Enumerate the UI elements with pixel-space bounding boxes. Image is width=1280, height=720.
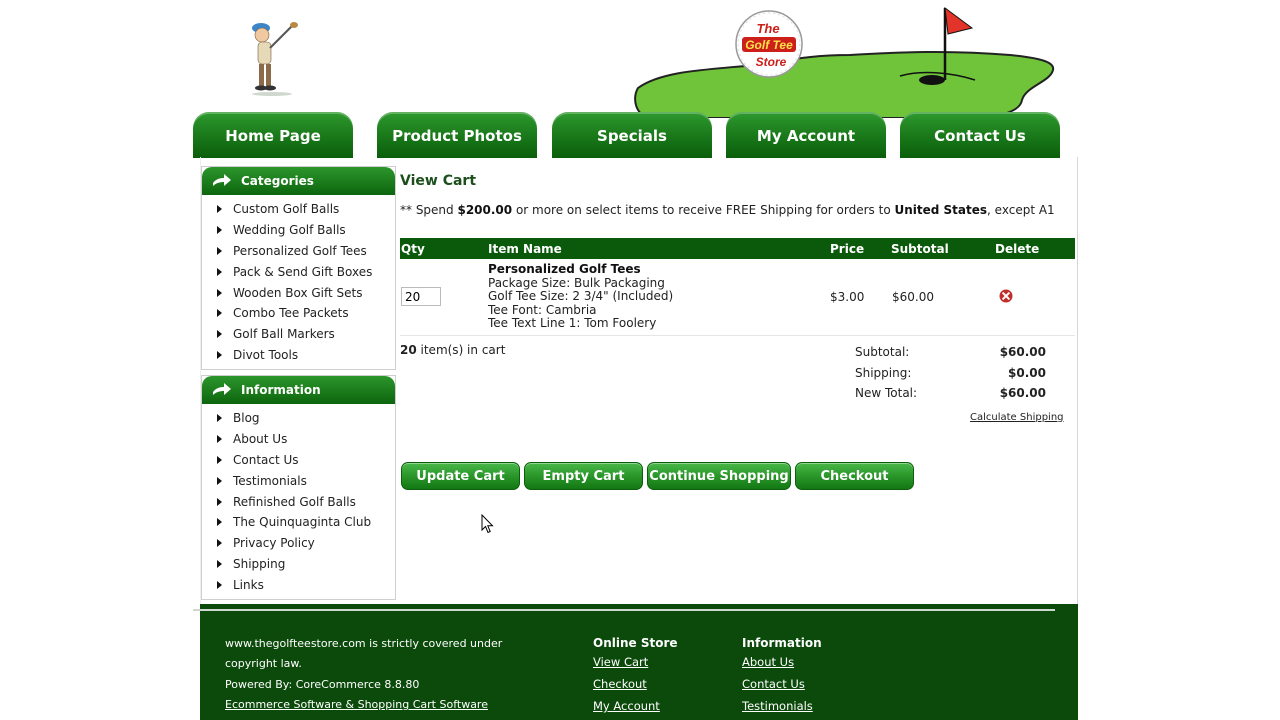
free-shipping-promo: ** Spend $200.00 or more on select items to receive FREE Shipping for orders to United States, except A1 xyxy=(400,203,1055,217)
sidebar-item-category-0[interactable] xyxy=(202,199,395,220)
shipping-label: Shipping: xyxy=(855,366,912,380)
triangle-bullet-icon xyxy=(217,205,222,213)
logo-text-the: The xyxy=(756,21,780,36)
delete-icon[interactable] xyxy=(999,289,1013,303)
ecommerce-software-link[interactable]: Ecommerce Software & Shopping Cart Software xyxy=(225,698,488,711)
triangle-bullet-icon xyxy=(217,247,222,255)
quantity-input[interactable] xyxy=(401,287,441,306)
sidebar-item-information-6[interactable] xyxy=(202,533,395,554)
update-cart-button[interactable]: Update Cart xyxy=(401,462,520,490)
item-option-package-size: Package Size: Bulk Packaging xyxy=(488,275,665,290)
triangle-bullet-icon xyxy=(217,456,222,464)
triangle-bullet-icon xyxy=(217,289,222,297)
sidebar-item-label: Shipping xyxy=(233,556,286,571)
column-header-subtotal: Subtotal xyxy=(891,242,949,256)
triangle-bullet-icon xyxy=(217,351,222,359)
footer-link-testimonials[interactable]: Testimonials xyxy=(742,699,813,713)
triangle-bullet-icon xyxy=(217,477,222,485)
sidebar-item-label: Testimonials xyxy=(233,473,307,488)
triangle-bullet-icon xyxy=(217,268,222,276)
item-name: Personalized Golf Tees xyxy=(488,262,641,276)
nav-tab-contact-us[interactable]: Contact Us xyxy=(900,112,1060,158)
items-in-cart-count: 20 item(s) in cart xyxy=(400,343,506,357)
copyright-text-line-2: copyright law. xyxy=(225,657,302,670)
column-header-delete: Delete xyxy=(995,242,1040,256)
sidebar-item-category-4[interactable] xyxy=(202,282,395,303)
footer-online-store-heading: Online Store xyxy=(593,636,678,650)
sidebar-item-information-7[interactable] xyxy=(202,554,395,575)
sidebar-item-label: Refinished Golf Balls xyxy=(233,494,356,509)
logo-text-golf-tee: Golf Tee xyxy=(745,38,793,52)
golfer-mascot-image xyxy=(248,18,304,96)
sidebar-item-information-8[interactable] xyxy=(202,574,395,595)
triangle-bullet-icon xyxy=(217,330,222,338)
nav-tab-specials[interactable]: Specials xyxy=(552,112,712,158)
sidebar-item-label: Contact Us xyxy=(233,452,299,467)
information-list xyxy=(202,404,395,599)
triangle-bullet-icon xyxy=(217,226,222,234)
footer-information-heading: Information xyxy=(742,636,822,650)
sidebar-categories xyxy=(201,166,396,370)
powered-by-text: Powered By: CoreCommerce 8.8.80 xyxy=(225,678,420,691)
triangle-bullet-icon xyxy=(217,539,222,547)
copyright-text-line-1: www.thegolfteestore.com is strictly covered under xyxy=(225,637,503,650)
page-title: View Cart xyxy=(400,173,477,189)
table-row xyxy=(400,260,1075,336)
empty-cart-button[interactable]: Empty Cart xyxy=(524,462,643,490)
arrow-right-icon xyxy=(212,174,232,188)
logo-text-store: Store xyxy=(755,55,787,69)
sidebar-item-label: Golf Ball Markers xyxy=(233,327,335,342)
nav-tab-home-page[interactable]: Home Page xyxy=(193,112,353,158)
sidebar-information-header xyxy=(202,376,395,404)
sidebar-item-information-1[interactable] xyxy=(202,429,395,450)
sidebar-item-label: Blog xyxy=(233,411,260,426)
sidebar-item-category-7[interactable] xyxy=(202,345,395,366)
sidebar-item-label: Personalized Golf Tees xyxy=(233,243,367,258)
item-subtotal: $60.00 xyxy=(892,290,934,304)
sidebar-item-label: Divot Tools xyxy=(233,347,299,362)
item-option-tee-size: Golf Tee Size: 2 3/4" (Included) xyxy=(488,289,674,304)
triangle-bullet-icon xyxy=(217,498,222,506)
sidebar-item-label: Combo Tee Packets xyxy=(233,306,349,321)
continue-shopping-button[interactable]: Continue Shopping xyxy=(647,462,791,490)
new-total-label: New Total: xyxy=(855,386,918,400)
sidebar-item-label: Wooden Box Gift Sets xyxy=(233,285,363,300)
sidebar-information xyxy=(201,375,396,600)
checkout-button[interactable]: Checkout xyxy=(795,462,914,490)
sidebar-item-information-2[interactable] xyxy=(202,450,395,471)
column-header-price: Price xyxy=(830,242,865,256)
sidebar-item-label: Privacy Policy xyxy=(233,536,315,551)
sidebar-item-category-3[interactable] xyxy=(202,261,395,282)
triangle-bullet-icon xyxy=(217,414,222,422)
sidebar-categories-header xyxy=(202,167,395,195)
triangle-bullet-icon xyxy=(217,560,222,568)
subtotal-value: $60.00 xyxy=(999,345,1046,359)
golf-course-logo xyxy=(630,0,1060,118)
nav-tab-product-photos[interactable]: Product Photos xyxy=(377,112,537,158)
triangle-bullet-icon xyxy=(217,581,222,589)
sidebar-item-category-5[interactable] xyxy=(202,303,395,324)
sidebar-item-label: Custom Golf Balls xyxy=(233,202,340,217)
sidebar-item-information-4[interactable] xyxy=(202,491,395,512)
nav-tab-my-account[interactable]: My Account xyxy=(726,112,886,158)
item-details xyxy=(488,263,673,331)
column-header-qty: Qty xyxy=(401,242,425,256)
footer-link-about-us[interactable]: About Us xyxy=(742,655,795,669)
column-header-item-name: Item Name xyxy=(488,242,562,256)
item-option-tee-font: Tee Font: Cambria xyxy=(488,302,597,317)
triangle-bullet-icon xyxy=(217,309,222,317)
sidebar-item-label: About Us xyxy=(233,432,288,447)
sidebar-item-label: Pack & Send Gift Boxes xyxy=(233,264,373,279)
mouse-cursor-icon xyxy=(481,514,495,534)
main-navigation xyxy=(193,112,1063,158)
new-total-value: $60.00 xyxy=(999,386,1046,400)
sidebar-item-information-3[interactable] xyxy=(202,470,395,491)
triangle-bullet-icon xyxy=(217,435,222,443)
item-price: $3.00 xyxy=(830,290,865,304)
item-option-tee-text: Tee Text Line 1: Tom Foolery xyxy=(488,316,657,331)
sidebar-item-category-2[interactable] xyxy=(202,241,395,262)
sidebar-information-title: Information xyxy=(241,383,321,397)
calculate-shipping-link[interactable]: Calculate Shipping xyxy=(970,412,1064,423)
footer-link-contact-us[interactable]: Contact Us xyxy=(742,677,805,691)
footer-link-view-cart[interactable]: View Cart xyxy=(593,655,649,669)
footer-link-checkout[interactable]: Checkout xyxy=(593,677,647,691)
categories-list xyxy=(202,195,395,369)
subtotal-label: Subtotal: xyxy=(855,345,910,359)
footer-link-my-account[interactable]: My Account xyxy=(593,699,660,713)
sidebar-item-information-0[interactable] xyxy=(202,408,395,429)
sidebar-categories-title: Categories xyxy=(241,174,314,188)
arrow-right-icon xyxy=(212,383,232,397)
site-footer xyxy=(200,604,1078,720)
sidebar-item-label: The Quinquaginta Club xyxy=(233,515,372,530)
sidebar-item-category-1[interactable] xyxy=(202,220,395,241)
sidebar-item-label: Wedding Golf Balls xyxy=(233,223,346,238)
sidebar-item-information-5[interactable] xyxy=(202,512,395,533)
shipping-value: $0.00 xyxy=(1008,366,1046,380)
sidebar-item-label: Links xyxy=(233,577,264,592)
footer-divider xyxy=(193,609,1055,611)
cart-table-header xyxy=(400,238,1075,259)
triangle-bullet-icon xyxy=(217,518,222,526)
sidebar-item-category-6[interactable] xyxy=(202,324,395,345)
